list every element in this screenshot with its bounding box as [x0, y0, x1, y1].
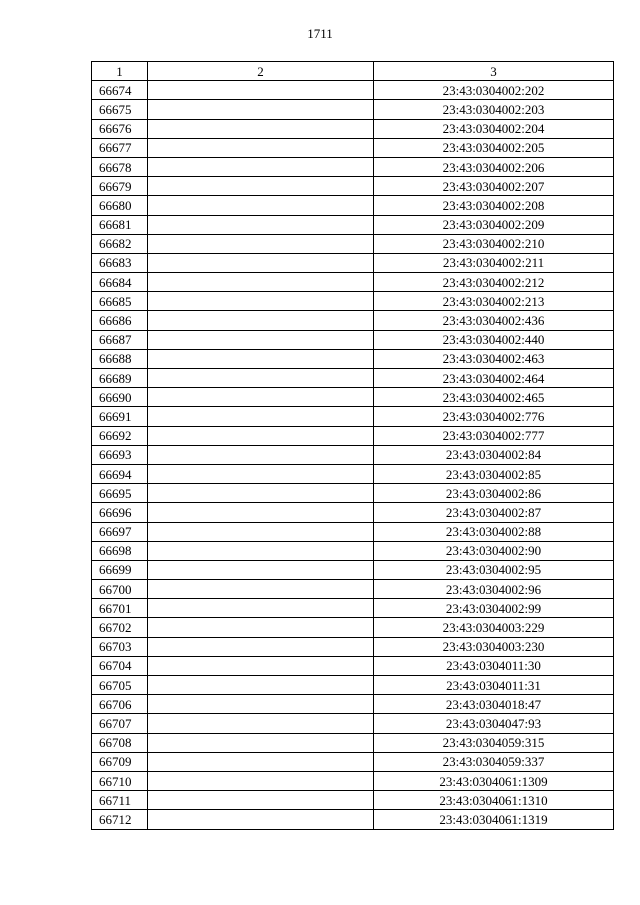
cadastral-number-cell: 23:43:0304061:1310 — [374, 791, 614, 810]
column-2-cell — [148, 349, 374, 368]
row-number-cell: 66708 — [92, 733, 148, 752]
column-2-cell — [148, 810, 374, 829]
cadastral-number-cell: 23:43:0304002:777 — [374, 426, 614, 445]
row-number-cell: 66679 — [92, 177, 148, 196]
cadastral-number-cell: 23:43:0304002:96 — [374, 580, 614, 599]
column-2-cell — [148, 733, 374, 752]
column-2-cell — [148, 580, 374, 599]
row-number-cell: 66711 — [92, 791, 148, 810]
row-number-cell: 66709 — [92, 752, 148, 771]
table-row — [92, 714, 614, 733]
table-row — [92, 541, 614, 560]
row-number-cell: 66702 — [92, 618, 148, 637]
row-number-cell: 66697 — [92, 522, 148, 541]
cadastral-number-cell: 23:43:0304018:47 — [374, 695, 614, 714]
column-2-cell — [148, 81, 374, 100]
column-2-cell — [148, 618, 374, 637]
page-number: 1711 — [307, 26, 333, 41]
table-body — [92, 81, 614, 829]
column-2-cell — [148, 426, 374, 445]
row-number-cell: 66700 — [92, 580, 148, 599]
table-row — [92, 810, 614, 829]
table-row — [92, 426, 614, 445]
table-row — [92, 234, 614, 253]
row-number-cell: 66696 — [92, 503, 148, 522]
row-number-cell: 66690 — [92, 388, 148, 407]
table-row — [92, 119, 614, 138]
cadastral-number-cell: 23:43:0304002:436 — [374, 311, 614, 330]
column-2-cell — [148, 522, 374, 541]
table-row — [92, 676, 614, 695]
column-2-cell — [148, 119, 374, 138]
row-number-cell: 66683 — [92, 253, 148, 272]
column-2-cell — [148, 695, 374, 714]
table-row — [92, 196, 614, 215]
column-2-cell — [148, 445, 374, 464]
column-2-cell — [148, 407, 374, 426]
cadastral-number-cell: 23:43:0304011:30 — [374, 656, 614, 675]
row-number-cell: 66674 — [92, 81, 148, 100]
table-row — [92, 599, 614, 618]
column-2-cell — [148, 177, 374, 196]
column-2-cell — [148, 752, 374, 771]
column-2-cell — [148, 253, 374, 272]
table-row — [92, 388, 614, 407]
cadastral-number-cell: 23:43:0304002:203 — [374, 100, 614, 119]
cadastral-number-cell: 23:43:0304002:90 — [374, 541, 614, 560]
table-row — [92, 100, 614, 119]
column-2-cell — [148, 599, 374, 618]
column-2-cell — [148, 157, 374, 176]
cadastral-number-cell: 23:43:0304002:88 — [374, 522, 614, 541]
table-row — [92, 407, 614, 426]
row-number-cell: 66678 — [92, 157, 148, 176]
table-row — [92, 81, 614, 100]
cadastral-number-cell: 23:43:0304002:204 — [374, 119, 614, 138]
cadastral-number-cell: 23:43:0304002:440 — [374, 330, 614, 349]
column-2-cell — [148, 714, 374, 733]
row-number-cell: 66680 — [92, 196, 148, 215]
column-2-cell — [148, 215, 374, 234]
row-number-cell: 66695 — [92, 484, 148, 503]
row-number-cell: 66701 — [92, 599, 148, 618]
table-row — [92, 618, 614, 637]
column-header-3: 3 — [374, 62, 614, 81]
column-header-2: 2 — [148, 62, 374, 81]
column-2-cell — [148, 464, 374, 483]
column-header-1: 1 — [92, 62, 148, 81]
row-number-cell: 66686 — [92, 311, 148, 330]
row-number-cell: 66703 — [92, 637, 148, 656]
row-number-cell: 66698 — [92, 541, 148, 560]
cadastral-number-cell: 23:43:0304002:95 — [374, 560, 614, 579]
column-2-cell — [148, 196, 374, 215]
row-number-cell: 66712 — [92, 810, 148, 829]
cadastral-number-cell: 23:43:0304059:337 — [374, 752, 614, 771]
column-2-cell — [148, 273, 374, 292]
cadastral-number-cell: 23:43:0304002:205 — [374, 138, 614, 157]
column-2-cell — [148, 541, 374, 560]
row-number-cell: 66710 — [92, 771, 148, 790]
cadastral-number-cell: 23:43:0304002:86 — [374, 484, 614, 503]
table-row — [92, 771, 614, 790]
column-2-cell — [148, 484, 374, 503]
table-row — [92, 445, 614, 464]
column-2-cell — [148, 311, 374, 330]
table-row — [92, 253, 614, 272]
cadastral-number-cell: 23:43:0304002:464 — [374, 369, 614, 388]
row-number-cell: 66681 — [92, 215, 148, 234]
cadastral-number-cell: 23:43:0304002:206 — [374, 157, 614, 176]
cadastral-number-cell: 23:43:0304047:93 — [374, 714, 614, 733]
cadastral-number-cell: 23:43:0304002:202 — [374, 81, 614, 100]
row-number-cell: 66689 — [92, 369, 148, 388]
row-number-cell: 66687 — [92, 330, 148, 349]
row-number-cell: 66693 — [92, 445, 148, 464]
cadastral-number-cell: 23:43:0304003:229 — [374, 618, 614, 637]
cadastral-number-cell: 23:43:0304002:209 — [374, 215, 614, 234]
row-number-cell: 66691 — [92, 407, 148, 426]
column-2-cell — [148, 637, 374, 656]
table-row — [92, 138, 614, 157]
table-row — [92, 580, 614, 599]
table-row — [92, 349, 614, 368]
cadastral-number-cell: 23:43:0304002:85 — [374, 464, 614, 483]
cadastral-number-cell: 23:43:0304002:776 — [374, 407, 614, 426]
cadastral-number-cell: 23:43:0304002:211 — [374, 253, 614, 272]
row-number-cell: 66705 — [92, 676, 148, 695]
row-number-cell: 66677 — [92, 138, 148, 157]
column-2-cell — [148, 234, 374, 253]
column-2-cell — [148, 791, 374, 810]
cadastral-number-cell: 23:43:0304059:315 — [374, 733, 614, 752]
column-2-cell — [148, 292, 374, 311]
table-row — [92, 464, 614, 483]
table-row — [92, 215, 614, 234]
cadastral-number-cell: 23:43:0304002:87 — [374, 503, 614, 522]
column-2-cell — [148, 656, 374, 675]
table-row — [92, 311, 614, 330]
table-row — [92, 752, 614, 771]
column-2-cell — [148, 138, 374, 157]
row-number-cell: 66676 — [92, 119, 148, 138]
cadastral-number-cell: 23:43:0304061:1319 — [374, 810, 614, 829]
cadastral-number-cell: 23:43:0304002:212 — [374, 273, 614, 292]
row-number-cell: 66688 — [92, 349, 148, 368]
column-2-cell — [148, 369, 374, 388]
cadastral-number-cell: 23:43:0304061:1309 — [374, 771, 614, 790]
row-number-cell: 66692 — [92, 426, 148, 445]
table-row — [92, 369, 614, 388]
cadastral-number-cell: 23:43:0304002:463 — [374, 349, 614, 368]
table-row — [92, 273, 614, 292]
column-2-cell — [148, 676, 374, 695]
table-row — [92, 791, 614, 810]
cadastral-number-cell: 23:43:0304002:207 — [374, 177, 614, 196]
cadastral-number-cell: 23:43:0304011:31 — [374, 676, 614, 695]
column-2-cell — [148, 560, 374, 579]
column-2-cell — [148, 771, 374, 790]
table-row — [92, 733, 614, 752]
row-number-cell: 66684 — [92, 273, 148, 292]
row-number-cell: 66685 — [92, 292, 148, 311]
column-2-cell — [148, 100, 374, 119]
row-number-cell: 66706 — [92, 695, 148, 714]
column-2-cell — [148, 503, 374, 522]
table-row — [92, 503, 614, 522]
row-number-cell: 66704 — [92, 656, 148, 675]
table-row — [92, 522, 614, 541]
row-number-cell: 66682 — [92, 234, 148, 253]
cadastral-number-cell: 23:43:0304002:213 — [374, 292, 614, 311]
row-number-cell: 66694 — [92, 464, 148, 483]
cadastral-number-cell: 23:43:0304002:84 — [374, 445, 614, 464]
row-number-cell: 66675 — [92, 100, 148, 119]
table-row — [92, 177, 614, 196]
cadastral-number-cell: 23:43:0304002:210 — [374, 234, 614, 253]
registry-table — [91, 61, 614, 830]
cadastral-number-cell: 23:43:0304002:208 — [374, 196, 614, 215]
table-row — [92, 157, 614, 176]
column-2-cell — [148, 330, 374, 349]
table-row — [92, 560, 614, 579]
cadastral-number-cell: 23:43:0304003:230 — [374, 637, 614, 656]
table-row — [92, 656, 614, 675]
table-header-row — [92, 62, 614, 81]
cadastral-number-cell: 23:43:0304002:465 — [374, 388, 614, 407]
table-row — [92, 330, 614, 349]
row-number-cell: 66699 — [92, 560, 148, 579]
cadastral-number-cell: 23:43:0304002:99 — [374, 599, 614, 618]
table-row — [92, 695, 614, 714]
table-row — [92, 637, 614, 656]
table-row — [92, 484, 614, 503]
column-2-cell — [148, 388, 374, 407]
table-row — [92, 292, 614, 311]
row-number-cell: 66707 — [92, 714, 148, 733]
